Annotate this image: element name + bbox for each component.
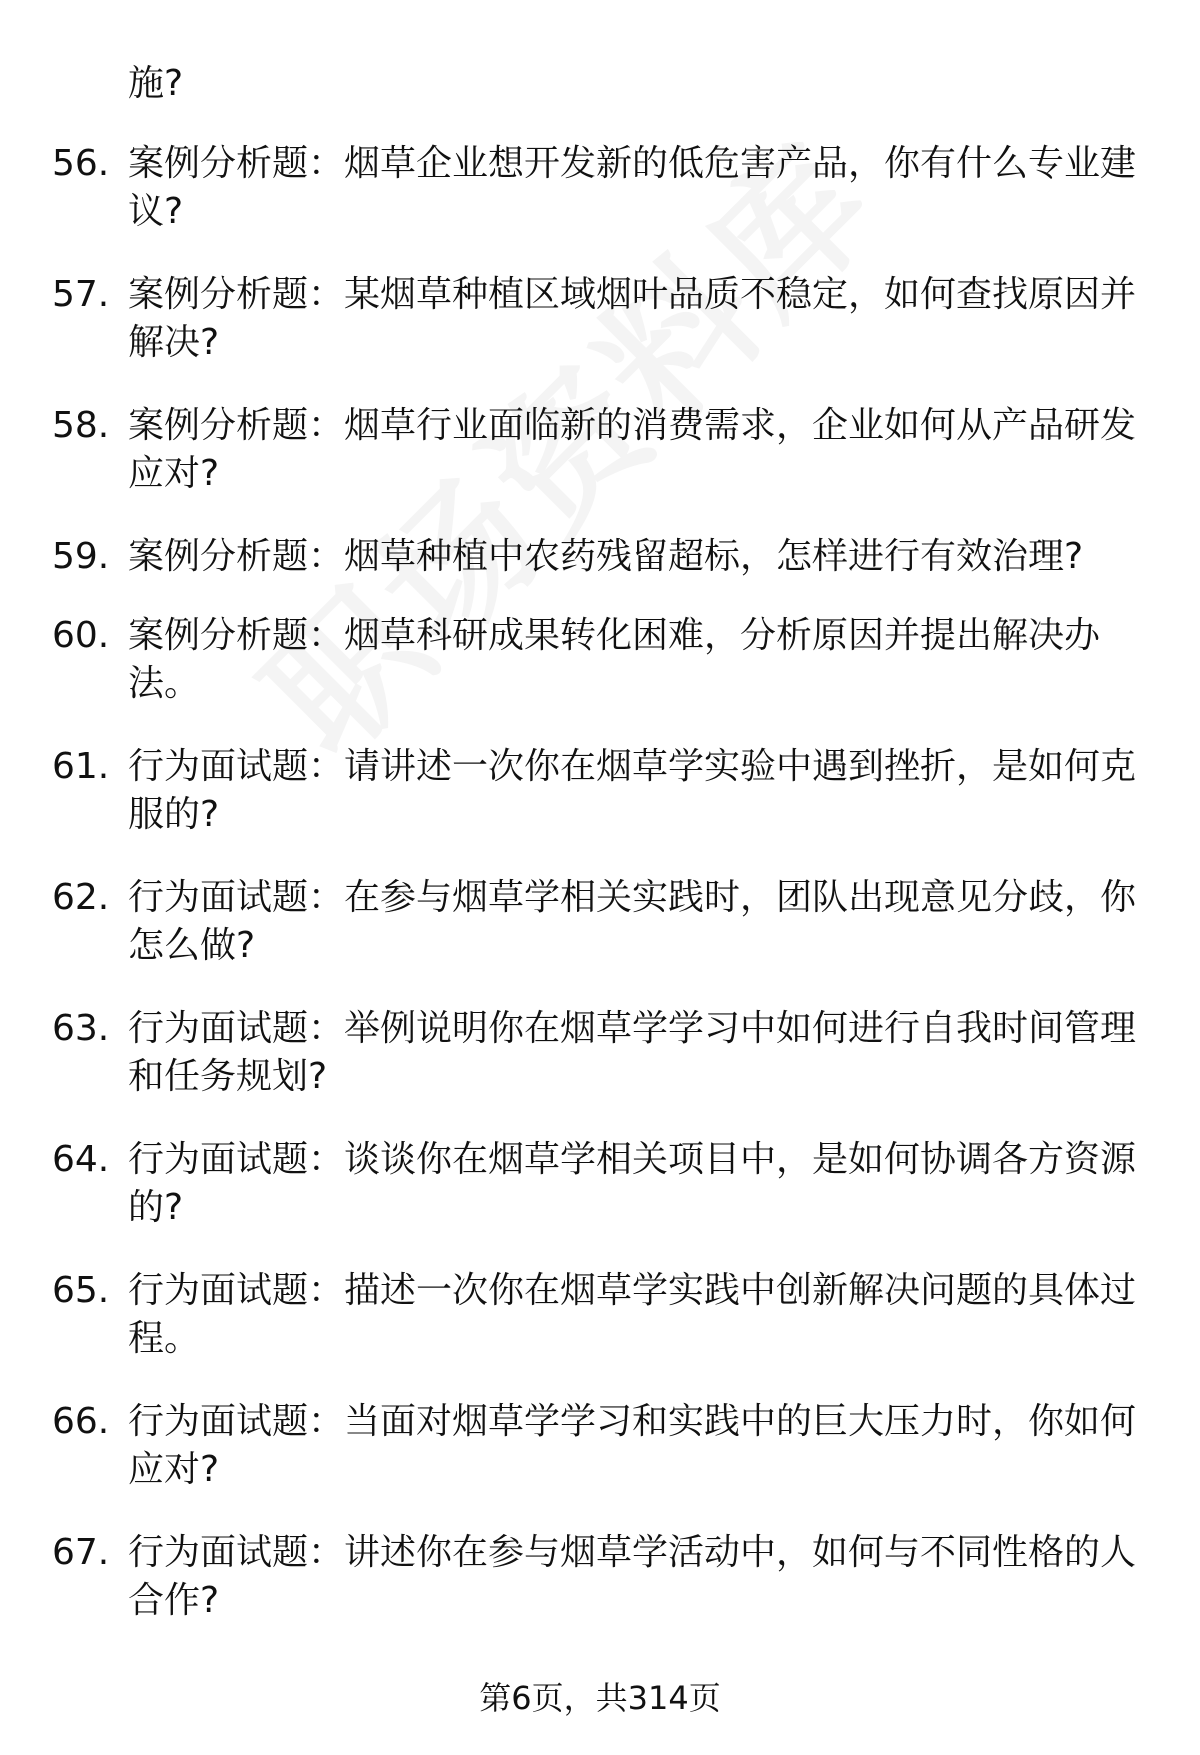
question-number: 67.: [52, 1532, 110, 1573]
question-text: 案例分析题：烟草行业面临新的消费需求，企业如何从产品研发应对?: [128, 405, 1137, 494]
continuation-text: 施?: [128, 63, 184, 104]
page-footer: 第6页，共314页: [479, 1679, 721, 1717]
question-item: [0, 533, 1200, 612]
question-item: [0, 743, 1200, 874]
question-text: 案例分析题：烟草种植中农药残留超标，怎样进行有效治理?: [128, 536, 1084, 577]
question-text: 行为面试题：描述一次你在烟草学实践中创新解决问题的具体过程。: [128, 1270, 1137, 1359]
question-text: 案例分析题：烟草企业想开发新的低危害产品，你有什么专业建议?: [128, 143, 1137, 232]
question-number: 59.: [52, 536, 110, 577]
question-item: [0, 271, 1200, 402]
question-number: 63.: [52, 1008, 110, 1049]
question-text: 案例分析题：某烟草种植区域烟叶品质不稳定，如何查找原因并解决?: [128, 274, 1137, 363]
question-text: 行为面试题：举例说明你在烟草学学习中如何进行自我时间管理和任务规划?: [128, 1008, 1137, 1097]
question-number: 56.: [52, 143, 110, 184]
question-item: [0, 1005, 1200, 1136]
question-item: [0, 874, 1200, 1005]
question-item: [0, 402, 1200, 533]
question-text: 案例分析题：烟草科研成果转化困难，分析原因并提出解决办法。: [128, 615, 1101, 704]
question-list: [0, 140, 1200, 1660]
question-text: 行为面试题：请讲述一次你在烟草学实验中遇到挫折，是如何克服的?: [128, 746, 1137, 835]
question-number: 64.: [52, 1139, 110, 1180]
question-text: 行为面试题：在参与烟草学相关实践时，团队出现意见分歧，你怎么做?: [128, 877, 1137, 966]
question-number: 62.: [52, 877, 110, 918]
question-item: [0, 1136, 1200, 1267]
question-number: 60.: [52, 615, 110, 656]
question-number: 61.: [52, 746, 110, 787]
question-text: 行为面试题：谈谈你在烟草学相关项目中，是如何协调各方资源的?: [128, 1139, 1137, 1228]
question-text: 行为面试题：当面对烟草学学习和实践中的巨大压力时，你如何应对?: [128, 1401, 1137, 1490]
question-item: [0, 1529, 1200, 1660]
question-item: [0, 1398, 1200, 1529]
question-number: 66.: [52, 1401, 110, 1442]
question-text: 行为面试题：讲述你在参与烟草学活动中，如何与不同性格的人合作?: [128, 1532, 1137, 1621]
question-number: 57.: [52, 274, 110, 315]
question-number: 65.: [52, 1270, 110, 1311]
question-number: 58.: [52, 405, 110, 446]
question-item: [0, 612, 1200, 743]
question-item: [0, 1267, 1200, 1398]
question-item: [0, 140, 1200, 271]
